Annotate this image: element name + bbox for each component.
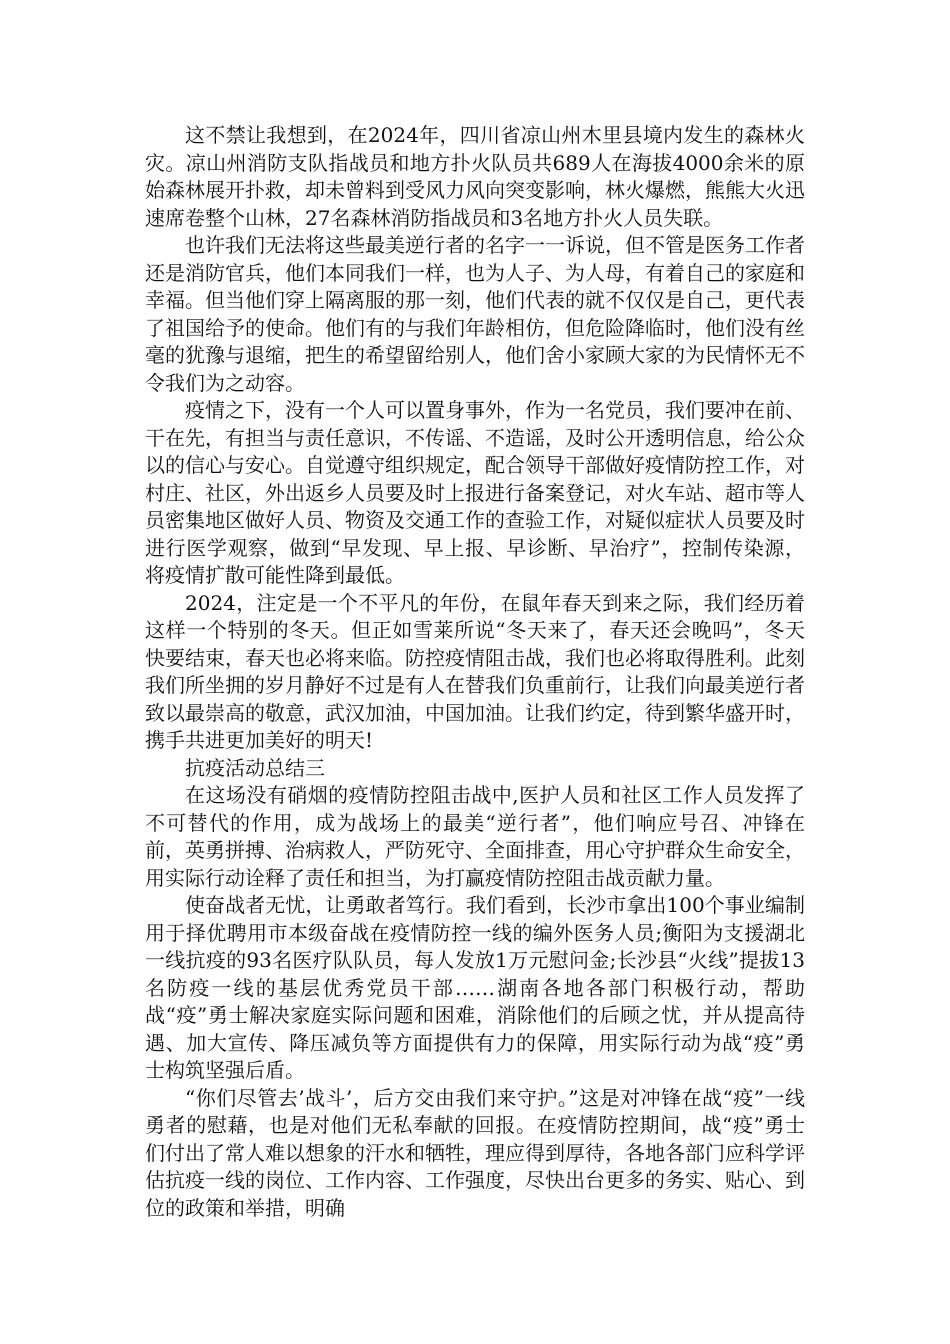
- paragraph-retrograde-heroes: 也许我们无法将这些最美逆行者的名字一一诉说，但不管是医务工作者还是消防官兵，他们本同我们一样，也为人子、为人母，有着自己的家庭和幸福。但当他们穿上隔离服的那一刻，他们代表的就不仅仅是自己，更代表了祖国给予的使命。他们有的与我们年龄相仿，但危险降临时，他们没有丝毫的犹豫与退缩，把生的希望留给别人，他们舍小家顾大家的为民情怀无不令我们为之动容。: [145, 233, 805, 395]
- paragraph-party-member-duty: 疫情之下，没有一个人可以置身事外，作为一名党员，我们要冲在前、干在先，有担当与责任意识，不传谣、不造谣，及时公开透明信息，给公众以的信心与安心。自觉遵守组织规定，配合领导干部做好疫情防控工作，对村庄、社区，外出返乡人员要及时上报进行备案登记，对火车站、超市等人员密集地区做好人员、物资及交通工作的查验工作，对疑似症状人员要及时进行医学观察，做到“早发现、早上报、早诊断、早治疗”，控制传染源，将疫情扩散可能性降到最低。: [145, 398, 805, 587]
- paragraph-spring-will-come: 2024，注定是一个不平凡的年份，在鼠年春天到来之际，我们经历着这样一个特别的冬天。但正如雪莱所说“冬天来了，春天还会晚吗”，冬天快要结束，春天也必将来临。防控疫情阻击战，我们也必将取得胜利。此刻我们所坐拥的岁月静好不过是有人在替我们负重前行，让我们向最美逆行者致以最崇高的敬意，武汉加油，中国加油。让我们约定，待到繁华盛开时，携手共进更加美好的明天!: [145, 590, 805, 752]
- paragraph-medical-staff: 在这场没有硝烟的疫情防控阻击战中,医护人员和社区工作人员发挥了不可替代的作用，成为战场上的最美“逆行者”，他们响应号召、冲锋在前，英勇拼搏、治病救人，严防死守、全面排查，用心守护群众生命安全，用实际行动诠释了责任和担当，为打赢疫情防控阻击战贡献力量。: [145, 783, 805, 890]
- paragraph-forest-fire: 这不禁让我想到，在2024年，四川省凉山州木里县境内发生的森林火灾。凉山州消防支队指战员和地方扑火队员共689人在海拔4000余米的原始森林展开扑救，却未曾料到受风力风向突变影响，林火爆燃，熊熊大火迅速席卷整个山林，27名森林消防指战员和3名地方扑火人员失联。: [145, 123, 805, 230]
- document-body: [145, 122, 805, 1222]
- paragraph-support-measures: 使奋战者无忧，让勇敢者笃行。我们看到，长沙市拿出100个事业编制用于择优聘用市本级奋战在疫情防控一线的编外医务人员;衡阳为支援湖北一线抗疫的93名医疗队队员，每人发放1万元慰问金;长沙县“火线”提拔13名防疫一线的基层优秀党员干部……湖南各地各部门积极行动，帮助战“疫”勇士解决家庭实际问题和困难，消除他们的后顾之忧，并从提高待遇、加大宣传、降压减负等方面提供有力的保障，用实际行动为战“疫”勇士构筑坚强后盾。: [145, 893, 805, 1082]
- section-heading: 抗疫活动总结三: [185, 755, 325, 780]
- paragraph-rear-guard: “你们尽管去’战斗’，后方交由我们来守护。”这是对冲锋在战“疫”一线勇者的慰藉，也是对他们无私奉献的回报。在疫情防控期间，战“疫”勇士们付出了常人难以想象的汗水和牺牲，理应得到厚待，各地各部门应科学评估抗疫一线的岗位、工作内容、工作强度，尽快出台更多的务实、贴心、到位的政策和举措，明确: [145, 1085, 805, 1220]
